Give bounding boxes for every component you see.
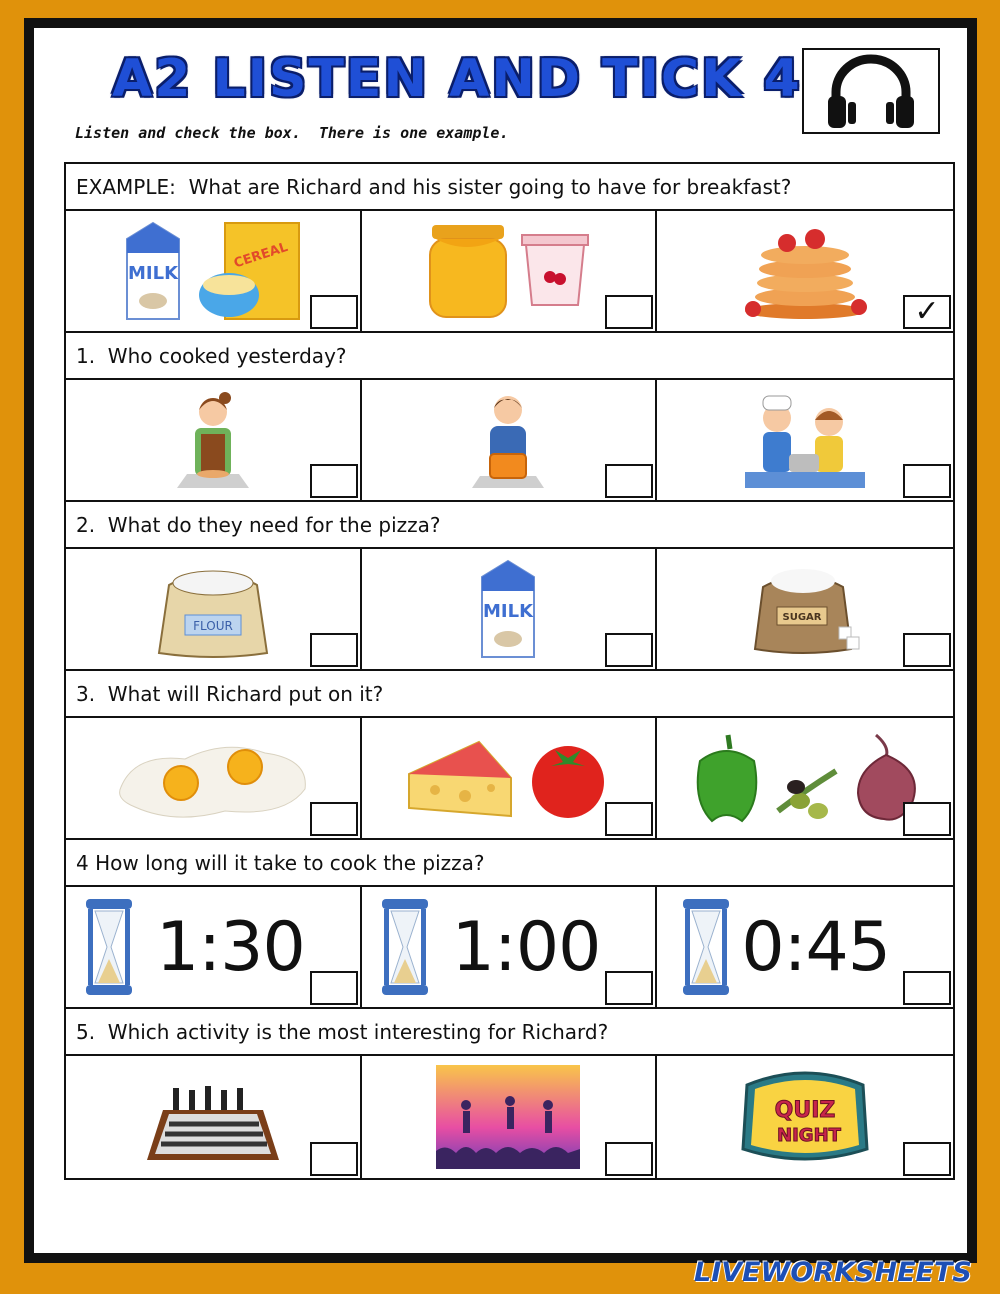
children-cooking-icon xyxy=(743,388,867,492)
answer-checkbox[interactable] xyxy=(310,633,358,667)
option-sugar[interactable] xyxy=(657,549,953,669)
flour-sack-icon xyxy=(155,557,271,661)
answer-row-2 xyxy=(66,549,953,671)
svg-text:CEREAL: CEREAL xyxy=(231,239,290,272)
answer-checkbox[interactable] xyxy=(310,1142,358,1176)
answer-row-5 xyxy=(66,1056,953,1178)
sugar-sack-icon xyxy=(747,557,863,661)
answer-checkbox[interactable] xyxy=(605,971,653,1005)
question-5: 5. Which activity is the most interesting for Richard? xyxy=(66,1009,953,1056)
hourglass-icon xyxy=(84,897,134,997)
answer-checkbox[interactable] xyxy=(605,295,653,329)
question-2: 2. What do they need for the pizza? xyxy=(66,502,953,549)
answer-checkbox[interactable] xyxy=(903,802,951,836)
tomato-icon xyxy=(525,736,611,820)
option-pepper-olives-onion[interactable] xyxy=(657,718,953,838)
answer-checkbox[interactable] xyxy=(903,971,951,1005)
question-grid xyxy=(64,162,955,1180)
option-time-3[interactable] xyxy=(657,887,953,1007)
question-3: 3. What will Richard put on it? xyxy=(66,671,953,718)
option-time-2[interactable] xyxy=(362,887,658,1007)
liveworksheets-watermark: LIVEWORKSHEETS xyxy=(694,1257,972,1288)
answer-checkbox[interactable]: ✓ xyxy=(903,295,951,329)
svg-text:MILK: MILK xyxy=(483,601,534,622)
answer-checkbox[interactable] xyxy=(605,802,653,836)
time-label: 0:45 xyxy=(741,907,891,987)
yogurt-cup-icon xyxy=(520,233,590,309)
pancakes-icon xyxy=(735,219,875,323)
svg-text:MILK: MILK xyxy=(127,263,178,284)
svg-text:FLOUR: FLOUR xyxy=(192,619,233,633)
option-milk[interactable] xyxy=(362,549,658,669)
answer-checkbox[interactable] xyxy=(310,295,358,329)
hourglass-icon xyxy=(380,897,430,997)
pepper-icon xyxy=(690,731,764,825)
option-pancakes[interactable] xyxy=(657,211,953,331)
milk-carton-icon xyxy=(476,557,540,661)
concert-band-icon xyxy=(436,1065,580,1169)
answer-checkbox[interactable] xyxy=(605,633,653,667)
fried-eggs-icon xyxy=(115,733,311,823)
svg-text:NIGHT: NIGHT xyxy=(777,1125,842,1146)
answer-row-4 xyxy=(66,887,953,1009)
answer-row-3 xyxy=(66,718,953,840)
honey-jar-icon xyxy=(426,221,510,321)
olives-icon xyxy=(774,731,840,825)
answer-checkbox[interactable] xyxy=(310,971,358,1005)
headphones-icon xyxy=(804,50,938,132)
option-quiz-night[interactable] xyxy=(657,1056,953,1178)
option-woman-cooking[interactable] xyxy=(66,380,362,500)
option-cheese-tomato[interactable] xyxy=(362,718,658,838)
time-label: 1:00 xyxy=(451,907,601,987)
answer-row-1 xyxy=(66,380,953,502)
option-eggs[interactable] xyxy=(66,718,362,838)
option-flour[interactable] xyxy=(66,549,362,669)
option-children-cooking[interactable] xyxy=(657,380,953,500)
answer-row-example xyxy=(66,211,953,333)
milk-carton-icon xyxy=(121,219,185,323)
answer-checkbox[interactable] xyxy=(310,802,358,836)
time-label: 1:30 xyxy=(156,907,305,987)
cereal-box-icon xyxy=(195,219,305,323)
answer-checkbox[interactable] xyxy=(903,633,951,667)
option-milk-cereal[interactable] xyxy=(66,211,362,331)
svg-text:SUGAR: SUGAR xyxy=(782,612,822,623)
svg-text:QUIZ: QUIZ xyxy=(774,1098,836,1123)
option-concert[interactable] xyxy=(362,1056,658,1178)
quiz-night-sign-icon xyxy=(735,1065,875,1169)
answer-checkbox[interactable] xyxy=(605,1142,653,1176)
answer-checkbox[interactable] xyxy=(605,464,653,498)
instruction-text: Listen and check the box. There is one example. xyxy=(75,124,509,142)
option-boy-cooking[interactable] xyxy=(362,380,658,500)
headphones-box xyxy=(802,48,940,134)
option-honey-yogurt[interactable] xyxy=(362,211,658,331)
question-4: 4 How long will it take to cook the pizza? xyxy=(66,840,953,887)
question-1: 1. Who cooked yesterday? xyxy=(66,333,953,380)
option-chess[interactable] xyxy=(66,1056,362,1178)
cheese-icon xyxy=(405,736,515,820)
hourglass-icon xyxy=(681,897,731,997)
answer-checkbox[interactable] xyxy=(903,464,951,498)
woman-cooking-icon xyxy=(173,388,253,492)
worksheet-title: A2 LISTEN AND TICK 4 xyxy=(112,49,802,109)
option-time-1[interactable] xyxy=(66,887,362,1007)
answer-checkbox[interactable] xyxy=(310,464,358,498)
question-example: EXAMPLE: What are Richard and his sister going to have for breakfast? xyxy=(66,164,953,211)
answer-checkbox[interactable] xyxy=(903,1142,951,1176)
boy-cooking-icon xyxy=(468,388,548,492)
chessboard-icon xyxy=(143,1070,283,1164)
